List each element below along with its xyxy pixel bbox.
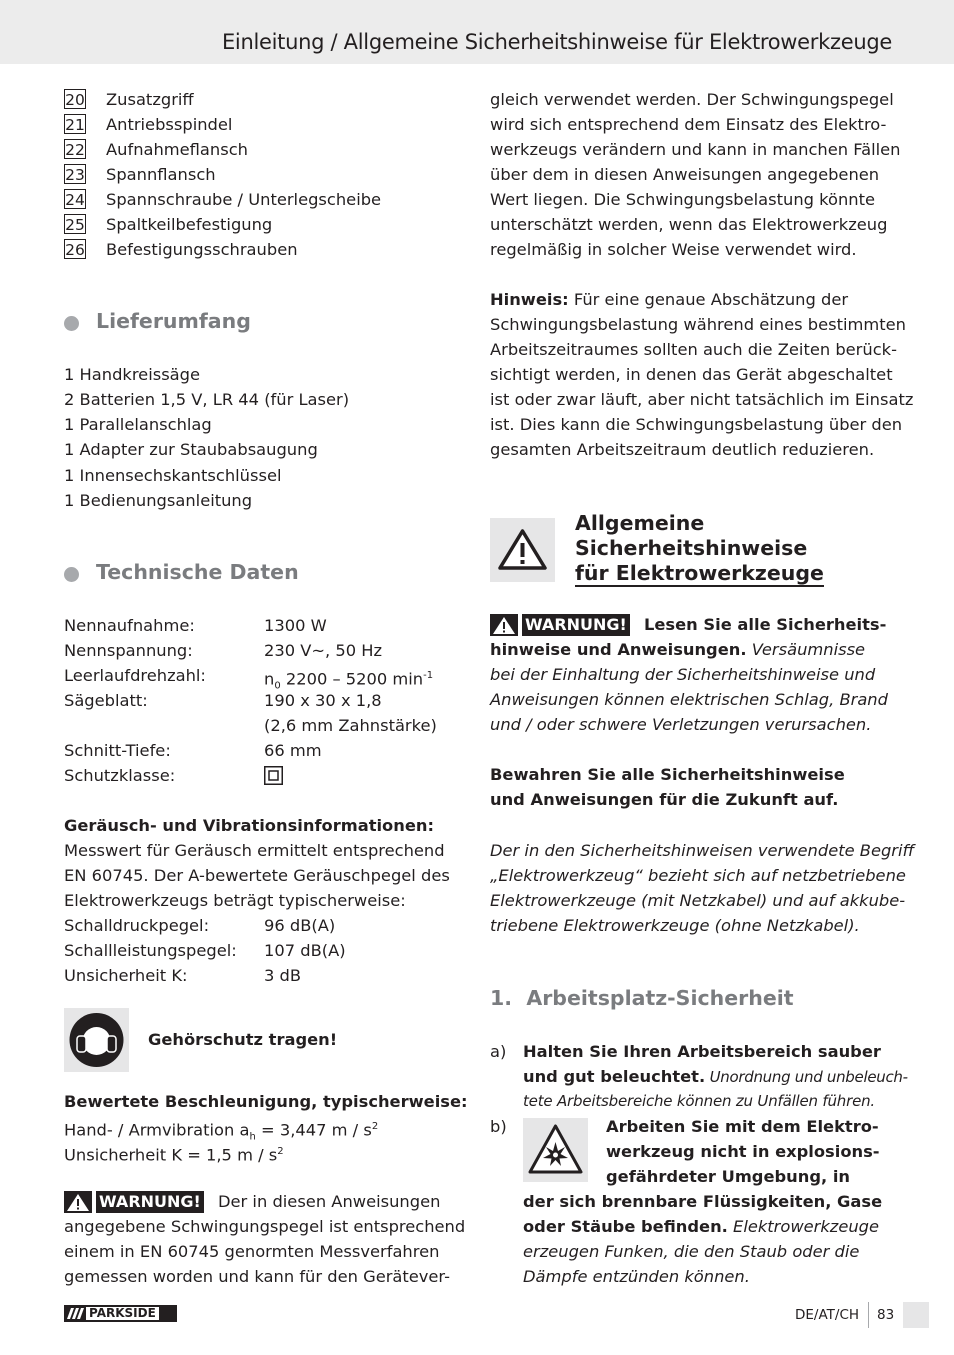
ear-protection-text: Gehörschutz tragen! (148, 1030, 338, 1049)
part-label: Spannflansch (106, 165, 216, 184)
item-line (523, 1064, 908, 1090)
spec-label: Leerlaufdrehzahl: (64, 666, 206, 685)
heading-line: Allgemeine (575, 511, 705, 535)
bullet-dot-icon (64, 316, 79, 331)
footer-tab-box (903, 1302, 929, 1328)
footer-divider (868, 1302, 869, 1328)
rpm-subscript: 0 (274, 680, 281, 692)
delivery-item: 1 Innensechskantschlüssel (64, 466, 282, 485)
item-line (523, 1214, 879, 1239)
part-number: 21 (65, 116, 85, 134)
explosion-hazard-icon (523, 1118, 588, 1182)
warning-badge (64, 1191, 204, 1213)
part-number: 20 (65, 91, 85, 109)
warning-badge (490, 614, 630, 636)
item-bold-text: Arbeiten Sie mit dem Elektro- (606, 1117, 879, 1136)
noise-text: Messwert für Geräusch ermittelt entsprechend (64, 841, 445, 860)
vibration-label: Hand- / Armvibration a (64, 1120, 250, 1140)
note-text: Schwingungsbelastung während eines bestimmten (490, 315, 906, 334)
spec-label: Nennaufnahme: (64, 616, 195, 635)
part-number: 25 (65, 216, 85, 234)
body-text: gleich verwendet werden. Der Schwingungspegel (490, 90, 894, 109)
body-text: Wert liegen. Die Schwingungsbelastung könnte (490, 190, 876, 209)
spec-value: 1300 W (264, 616, 327, 635)
warning-triangle-icon (64, 1191, 92, 1213)
part-number: 24 (65, 191, 85, 209)
vibration-subscript: h (249, 1131, 256, 1143)
warning-text: angegebene Schwingungspegel ist entsprechend (64, 1217, 466, 1236)
part-number: 26 (65, 241, 85, 259)
body-text: regelmäßig in solcher Weise verwendet wird. (490, 240, 857, 259)
rpm-superscript: -1 (423, 670, 434, 681)
warning-text: gemessen worden und kann für den Gerätever- (64, 1267, 450, 1286)
delivery-item: 1 Parallelanschlag (64, 415, 212, 434)
keep-instructions-text: Bewahren Sie alle Sicherheitshinweise (490, 765, 845, 784)
body-text: wird sich entsprechend dem Einsatz des Elektro- (490, 115, 887, 134)
note-text: Für eine genaue Abschätzung der (568, 290, 849, 309)
warning-label: WARNUNG! (96, 1191, 204, 1213)
warning-italic-text: Anweisungen können elektrischen Schlag, Brand (490, 690, 888, 709)
vibration-uncertainty: Unsicherheit K = 1,5 m / s (64, 1145, 278, 1165)
part-label: Spaltkeilbefestigung (106, 215, 273, 234)
delivery-item: 1 Adapter zur Staubabsaugung (64, 440, 318, 459)
heading-line: Sicherheitshinweise (575, 536, 808, 560)
warning-bold-text: Lesen Sie alle Sicherheits- (644, 615, 887, 634)
noise-value: 3 dB (264, 966, 302, 985)
bullet-dot-icon (64, 567, 79, 582)
noise-text: Elektrowerkzeugs beträgt typischerweise: (64, 891, 406, 910)
brand-name: PARKSIDE (86, 1307, 159, 1320)
note-text: Arbeitszeitraumes sollten auch die Zeiten berück- (490, 340, 897, 359)
item-bold-text: und gut beleuchtet. (523, 1067, 706, 1086)
noise-label: Schallleistungspegel: (64, 941, 237, 960)
note-text: gesamten Arbeitszeitraum deutlich reduzieren. (490, 440, 875, 459)
logo-stripes-icon (64, 1305, 86, 1322)
spec-value: 66 mm (264, 741, 322, 760)
note-line (490, 287, 848, 312)
page-number: 83 (877, 1307, 895, 1323)
spec-label: Nennspannung: (64, 641, 193, 660)
delivery-item: 1 Bedienungsanleitung (64, 491, 253, 510)
term-definition-text: triebene Elektrowerkzeuge (ohne Netzkabel). (490, 916, 860, 935)
note-text: ist oder zwar läuft, aber nicht tatsächlich im Einsatz (490, 390, 914, 409)
section-heading-workplace: 1. Arbeitsplatz-Sicherheit (490, 986, 794, 1010)
warning-text: einem in EN 60745 genormten Messverfahren (64, 1242, 440, 1261)
general-safety-heading (575, 511, 824, 587)
vibration-superscript: 2 (277, 1146, 284, 1157)
item-italic-text: erzeugen Funken, die den Staub oder die (523, 1242, 860, 1261)
item-bold-text: Halten Sie Ihren Arbeitsbereich sauber (523, 1042, 881, 1061)
delivery-item: 1 Handkreissäge (64, 365, 201, 384)
rpm-range: 2200 – 5200 min (280, 669, 424, 689)
part-label: Spannschraube / Unterlegscheibe (106, 190, 382, 209)
warning-italic-text: und / oder schwere Verletzungen verursachen. (490, 715, 872, 734)
warning-label: WARNUNG! (522, 614, 630, 636)
warning-italic-text: bei der Einhaltung der Sicherheitshinweise und (490, 665, 876, 684)
vibration-line (64, 1139, 284, 1167)
page-header (0, 0, 954, 64)
noise-label: Unsicherheit K: (64, 966, 188, 985)
item-bold-text: gefährdeter Umgebung, in (606, 1167, 851, 1186)
term-definition-text: „Elektrowerkzeug“ bezieht sich auf netzbetriebene (490, 866, 906, 885)
item-italic-text: Unordnung und unbeleuch- (705, 1068, 908, 1086)
keep-instructions-text: und Anweisungen für die Zukunft auf. (490, 790, 839, 809)
term-definition-text: Elektrowerkzeuge (mit Netzkabel) und auf akkube- (490, 891, 906, 910)
item-marker: b) (490, 1117, 507, 1136)
section-heading-technische-daten: Technische Daten (96, 560, 299, 584)
note-text: sichtigt werden, in denen das Gerät abgeschaltet (490, 365, 893, 384)
safety-warning-icon (490, 518, 555, 582)
footer-region: DE/AT/CH (795, 1307, 860, 1323)
parkside-logo (64, 1305, 177, 1322)
vibration-heading: Bewertete Beschleunigung, typischerweise: (64, 1092, 468, 1111)
noise-value: 107 dB(A) (264, 941, 346, 960)
page-title: Einleitung / Allgemeine Sicherheitshinweise für Elektrowerkzeuge (221, 30, 892, 54)
spec-label: Schnitt-Tiefe: (64, 741, 171, 760)
item-bold-text: werkzeug nicht in explosions- (606, 1142, 880, 1161)
item-bold-text: oder Stäube befinden. (523, 1217, 728, 1236)
part-number: 23 (65, 166, 85, 184)
noise-value: 96 dB(A) (264, 916, 336, 935)
body-text: werkzeugs verändern und kann in manchen Fällen (490, 140, 901, 159)
item-bold-text: der sich brennbare Flüssigkeiten, Gase (523, 1192, 883, 1211)
warning-triangle-icon (490, 614, 518, 636)
part-label: Aufnahmeflansch (106, 140, 248, 159)
ear-protection-icon (64, 1008, 129, 1072)
rpm-symbol: n (264, 669, 275, 689)
item-italic-text: Dämpfe entzünden können. (523, 1267, 750, 1286)
noise-text: EN 60745. Der A-bewertete Geräuschpegel des (64, 866, 450, 885)
vibration-superscript: 2 (371, 1121, 379, 1132)
note-text: ist. Dies kann die Schwingungsbelastung über den (490, 415, 903, 434)
spec-value: 190 x 30 x 1,8 (264, 691, 382, 710)
section-heading-lieferumfang: Lieferumfang (96, 309, 251, 333)
item-marker: a) (490, 1042, 507, 1061)
spec-label: Schutzklasse: (64, 766, 176, 785)
warning-bold-text: hinweise und Anweisungen. (490, 640, 747, 659)
item-italic-text: tete Arbeitsbereiche können zu Unfällen führen. (523, 1092, 875, 1110)
protection-class-ii-icon (264, 766, 283, 785)
term-definition-text: Der in den Sicherheitshinweisen verwendete Begriff (490, 841, 915, 860)
delivery-item: 2 Batterien 1,5 V, LR 44 (für Laser) (64, 390, 350, 409)
spec-value: (2,6 mm Zahnstärke) (264, 716, 437, 735)
note-label: Hinweis: (490, 290, 569, 309)
spec-label: Sägeblatt: (64, 691, 148, 710)
noise-heading: Geräusch- und Vibrationsinformationen: (64, 816, 434, 835)
warning-italic-text: Versäumnisse (746, 640, 866, 659)
item-italic-text: Elektrowerkzeuge (727, 1217, 880, 1236)
heading-line: für Elektrowerkzeuge (575, 561, 824, 585)
body-text: unterschätzt werden, wenn das Elektrowerkzeug (490, 215, 888, 234)
vibration-value: = 3,447 m / s (255, 1120, 372, 1140)
part-number: 22 (65, 141, 85, 159)
part-label: Antriebsspindel (106, 115, 233, 134)
warning-text: Der in diesen Anweisungen (218, 1192, 441, 1211)
body-text: über dem in diesen Anweisungen angegebenen (490, 165, 880, 184)
noise-label: Schalldruckpegel: (64, 916, 210, 935)
spec-value: 230 V~, 50 Hz (264, 641, 383, 660)
part-label: Zusatzgriff (106, 90, 194, 109)
part-label: Befestigungsschrauben (106, 240, 298, 259)
warning-line (490, 637, 865, 662)
